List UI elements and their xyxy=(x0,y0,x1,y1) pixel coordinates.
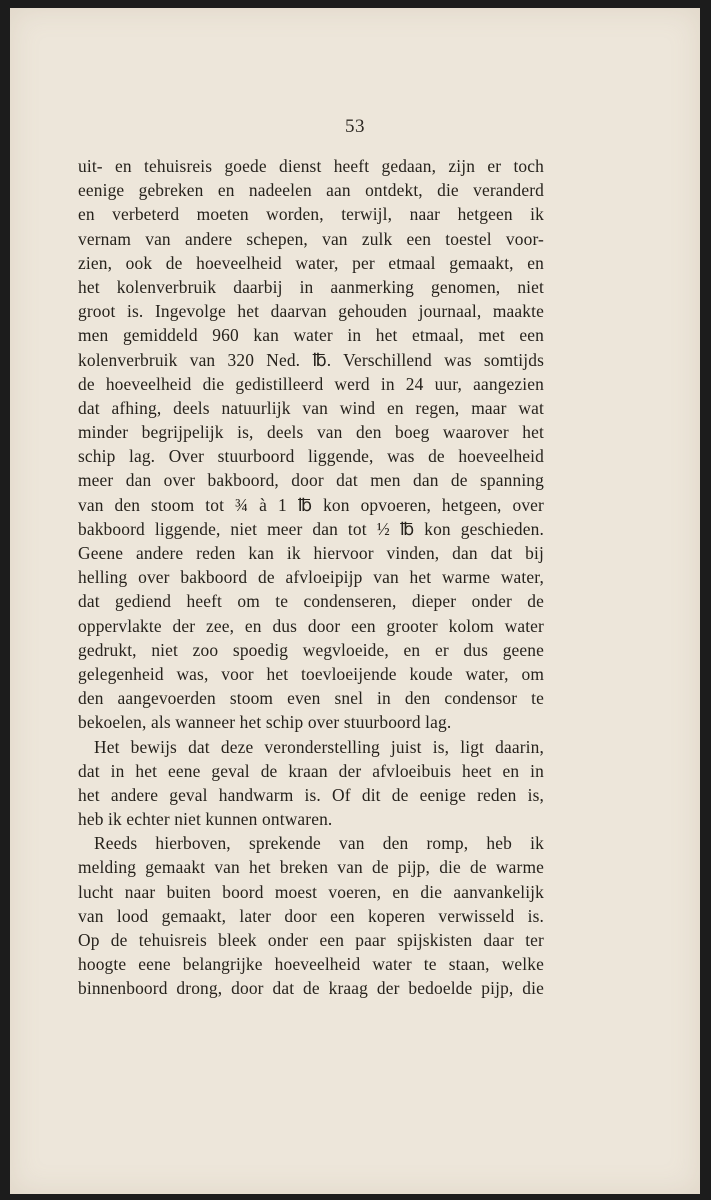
text-line: binnenboord drong, door dat de kraag der bedoelde pijp, die xyxy=(78,978,544,999)
text-line: gedrukt, niet zoo spoedig wegvloeide, en er dus geene xyxy=(78,639,544,660)
text-line: vernam van andere schepen, van zulk een toestel voor- xyxy=(78,228,544,249)
text-line: hoogte eene belangrijke hoeveelheid water te staan, welke xyxy=(78,954,544,975)
text-line: van lood gemaakt, later door een koperen verwisseld is. xyxy=(78,905,544,926)
page-number: 53 xyxy=(345,116,365,137)
text-line: men gemiddeld 960 kan water in het etmaal, met een xyxy=(78,325,544,346)
text-line: minder begrijpelijk is, deels van den boeg waarover het xyxy=(78,422,544,443)
text-line: lucht naar buiten boord moest voeren, en die aanvankelijk xyxy=(78,881,544,902)
text-line: groot is. Ingevolge het daarvan gehouden journaal, maakte xyxy=(78,301,544,322)
text-line: uit- en tehuisreis goede dienst heeft gedaan, zijn er toch xyxy=(78,156,544,176)
text-line: meer dan over bakboord, door dat men dan de spanning xyxy=(78,470,544,491)
text-line: schip lag. Over stuurboord liggende, was de hoeveelheid xyxy=(78,446,544,467)
text-line: dat in het eene geval de kraan der afvloeibuis heet en in xyxy=(78,760,544,781)
text-line: den aangevoerden stoom even snel in den condensor te xyxy=(78,688,544,709)
text-line: eenige gebreken en nadeelen aan ontdekt, die veranderd xyxy=(78,180,544,201)
text-line: helling over bakboord de afvloeipijp van het warme water, xyxy=(78,567,544,588)
text-line: bekoelen, als wanneer het schip over stuurboord lag. xyxy=(78,712,452,733)
text-line: en verbeterd moeten worden, terwijl, naar hetgeen ik xyxy=(78,204,544,225)
text-line: Het bewijs dat deze veronderstelling juist is, ligt daarin, xyxy=(94,736,544,757)
text-line: heb ik echter niet kunnen ontwaren. xyxy=(78,809,333,830)
book-page xyxy=(10,8,700,1194)
text-line: het andere geval handwarm is. Of dit de eenige reden is, xyxy=(78,784,544,805)
text-line: Op de tehuisreis bleek onder een paar spijskisten daar ter xyxy=(78,930,544,950)
text-line: gelegenheid was, voor het toevloeijende koude water, om xyxy=(78,663,544,684)
text-line: bakboord liggende, niet meer dan tot ½ ℔ kon geschieden. xyxy=(78,518,544,539)
text-line: Reeds hierboven, sprekende van den romp, heb ik xyxy=(94,833,544,854)
text-line: de hoeveelheid die gedistilleerd werd in 24 uur, aangezien xyxy=(78,373,544,394)
text-line: oppervlakte der zee, en dus door een grooter kolom water xyxy=(78,615,544,636)
text-line: dat afhing, deels natuurlijk van wind en regen, maar wat xyxy=(78,397,544,418)
text-line: melding gemaakt van het breken van de pijp, die de warme xyxy=(78,857,544,878)
text-line: van den stoom tot ¾ à 1 ℔ kon opvoeren, hetgeen, over xyxy=(78,494,544,515)
text-line: zien, ook de hoeveelheid water, per etmaal gemaakt, en xyxy=(78,252,544,273)
text-line: het kolenverbruik daarbij in aanmerking genomen, niet xyxy=(78,276,544,297)
text-line: dat gediend heeft om te condenseren, dieper onder de xyxy=(78,591,544,612)
text-line: kolenverbruik van 320 Ned. ℔. Verschillend was somtijds xyxy=(78,349,544,370)
text-line: Geene andere reden kan ik hiervoor vinden, dan dat bij xyxy=(78,543,544,563)
body-text xyxy=(78,154,544,1001)
